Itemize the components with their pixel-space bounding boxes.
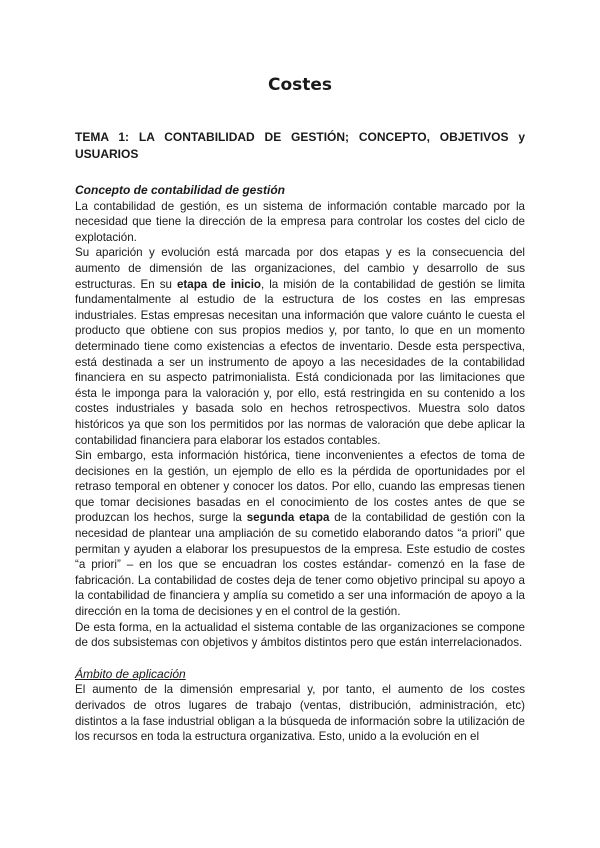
paragraph-text: Su aparición y evolución está marcada por dos etapas y es la consecuencia del aumento de dimensión de las organizaciones, del cambio y desarrollo de sus estructuras. En su: [75, 246, 525, 291]
topic-heading: TEMA 1: LA CONTABILIDAD DE GESTIÓN; CONCEPTO, OBJETIVOS y USUARIOS: [75, 130, 525, 161]
document-title: Costes: [267, 75, 333, 95]
paragraph: [75, 245, 525, 448]
paragraph-text: de la contabilidad de gestión con la necesidad de plantear una ampliación de su cometido elaborando datos “a priori” que permitan y ayuden a elaborar los presupuestos de la empresa. Este estudio de costes “a priori” – en los que se encuadran los costes estándar- comenzó en la fase de fabricación. La contabilidad de costes deja de tener como objetivo principal su apoyo a la contabilidad de financiera y amplía su cometido a ser una información de apoyo a la dirección en la toma de decisiones y en el control de la gestión.: [75, 511, 525, 619]
paragraph: El aumento de la dimensión empresarial y, por tanto, el aumento de los costes derivados de otros lugares de trabajo (ventas, distribución, administración, etc) distintos a la fase industrial obligan a la búsqueda de información sobre la utilización de los recursos en toda la estructura organizativa. Esto, unido a la evolución en el: [75, 683, 525, 744]
bold-term-segunda-etapa: segunda etapa: [246, 511, 330, 525]
paragraph: La contabilidad de gestión, es un sistema de información contable marcado por la necesidad que tiene la dirección de la empresa para controlar los costes del ciclo de explotación.: [75, 199, 525, 244]
paragraph-text: , la misión de la contabilidad de gestión se limita fundamentalmente al estudio de la estructura de los costes en las empresas industriales. Estas empresas necesitan una información que valore cuánto le cuesta el producto que obtiene con sus propios medios y, por tanto, lo que en un momento determinado tiene como existencias a efectos de inventario. Desde esta perspectiva, está destinada a ser un instrumento de apoyo a las necesidades de la contabilidad financiera en su aspecto patrimonialista. Está condicionada por las limitaciones que ésta le imponga para la valoración y, por ello, está restringida en su contenido a los costes industriales y basada solo en hechos retrospectivos. Muestra solo datos históricos ya que son los permitidos por las normas de valoración que debe aplicar la contabilidad financiera para elaborar los estados contables.: [75, 277, 525, 447]
section-heading-ambito: Ámbito de aplicación: [75, 666, 186, 681]
paragraph-text: Sin embargo, esta información histórica, tiene inconvenientes a efectos de toma de decisiones en la gestión, un ejemplo de ello es la pérdida de oportunidades por el retraso temporal en obtener y conocer los datos. Por ello, cuando las empresas tienen que tomar decisiones basadas en el conocimiento de los costes antes de que se produzcan los hechos, surge la: [75, 449, 525, 525]
section-heading-concepto: Concepto de contabilidad de gestión: [75, 183, 286, 197]
bold-term-etapa-inicio: etapa de inicio: [176, 277, 262, 291]
paragraph: De esta forma, en la actualidad el sistema contable de las organizaciones se compone de dos subsistemas con objetivos y ámbitos distintos pero que están interrelacionados.: [75, 620, 525, 650]
paragraph: [75, 448, 525, 620]
